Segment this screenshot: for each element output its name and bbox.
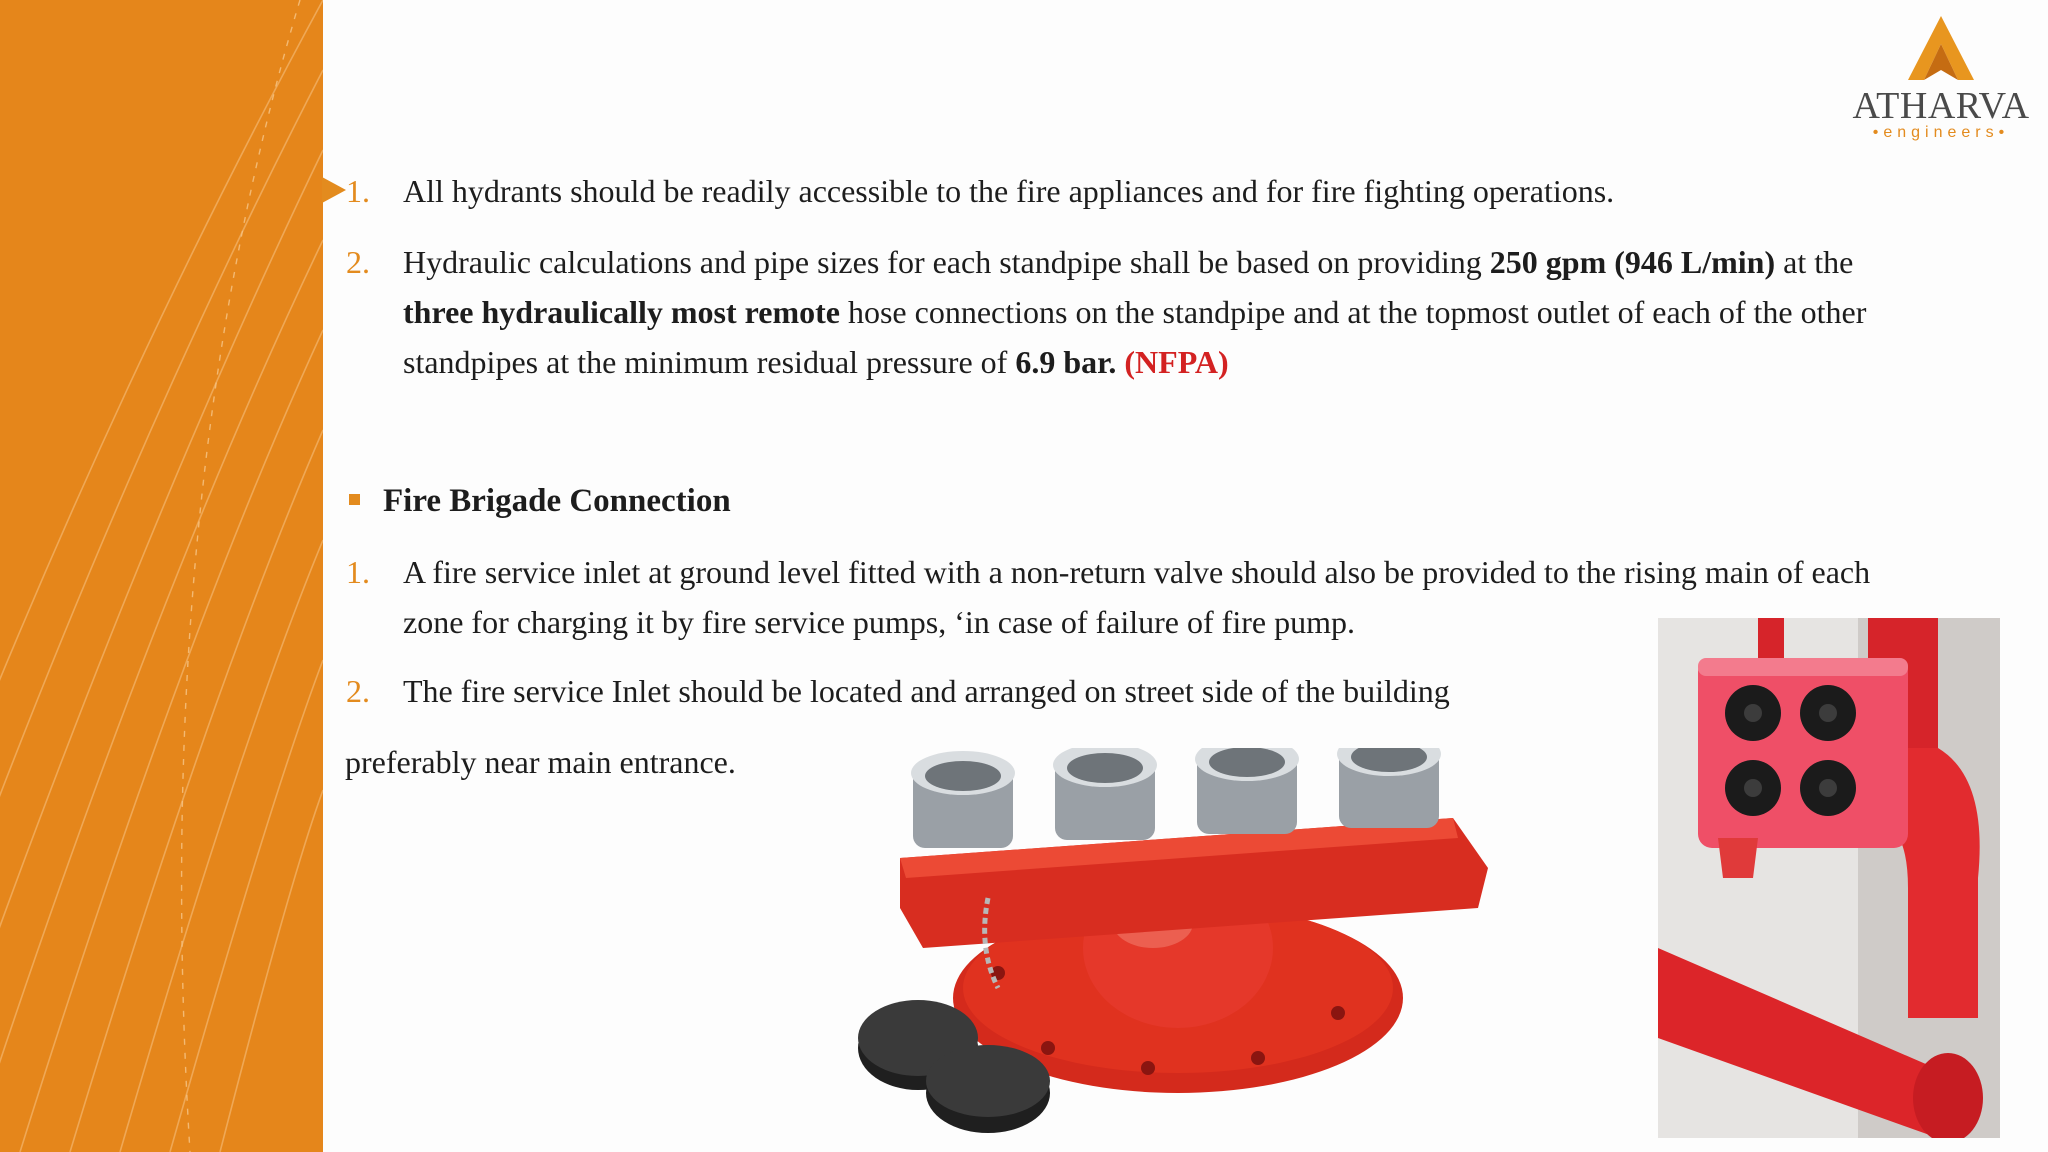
pointer-arrow-icon — [322, 177, 346, 203]
orange-side-panel — [0, 0, 323, 1152]
list-number: 2. — [346, 244, 370, 280]
text-run: Hydraulic calculations and pipe sizes for each standpipe shall be based on providing — [403, 244, 1490, 280]
logo-wordmark: ATHARVA — [1852, 85, 2030, 127]
list-number: 1. — [346, 173, 370, 209]
fire-inlet-photo — [848, 748, 1498, 1138]
bold-flow-rate: 250 gpm (946 L/min) — [1489, 244, 1776, 280]
logo-mark-icon — [1846, 14, 2036, 84]
list-item-text: All hydrants should be readily accessible to the fire appliances and for fire fighting operations. — [403, 173, 1615, 209]
text-line: A fire service inlet at ground level fitted with a non-return valve should also be provided to the rising main of each — [403, 554, 1871, 590]
text-run: at the — [1775, 244, 1854, 280]
list-number: 2. — [346, 673, 370, 709]
logo-tagline: •engineers• — [1872, 124, 2010, 141]
nfpa-reference: (NFPA) — [1124, 344, 1229, 380]
bold-remote-connections: three hydraulically most remote — [403, 294, 840, 330]
section-heading: Fire Brigade Connection — [383, 483, 731, 519]
square-bullet-icon — [349, 494, 360, 505]
list-item-text: The fire service Inlet should be located and arranged on street side of the building — [403, 673, 1450, 709]
list-number: 1. — [346, 554, 370, 590]
wall-inlet-photo — [1658, 618, 2000, 1138]
bold-pressure: 6.9 bar. — [1015, 344, 1117, 380]
text-run: hose connections on the standpipe and at the topmost outlet of each of the other standpipes at the minimum residual pressure of — [403, 294, 1867, 380]
list-item-paragraph — [403, 237, 2003, 387]
atharva-logo — [1846, 14, 2036, 144]
text-line: zone for charging it by fire service pumps, ‘in case of failure of fire pump. — [403, 604, 1355, 640]
continuation-text: preferably near main entrance. — [345, 744, 736, 780]
